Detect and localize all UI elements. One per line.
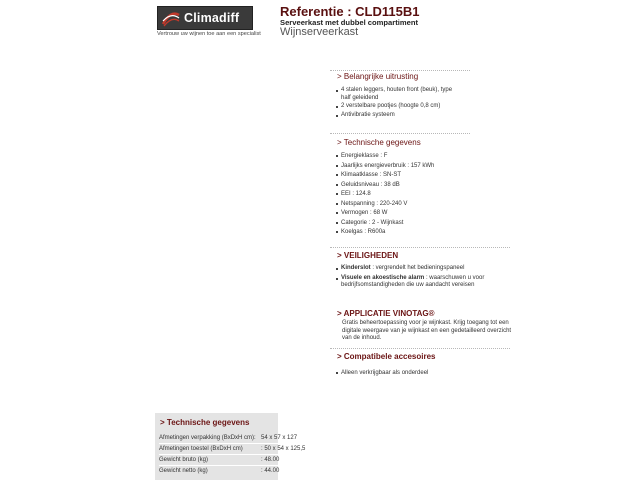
list-item: Antivibratie systeem <box>336 112 461 120</box>
spec-value: : 48.00 <box>259 455 305 466</box>
spec-value: : 44.00 <box>259 466 305 477</box>
list-item: Koelgas : R600a <box>336 228 496 238</box>
table-row <box>159 455 305 466</box>
brand-tagline: Vertrouw uw wijnen toe aan een specialist <box>157 31 261 37</box>
list-item: 2 verstelbare pootjes (hoogte 0,8 cm) <box>336 103 461 111</box>
spec-key: Afmetingen verpakking (BxDxH cm): <box>159 435 256 441</box>
reference-title: Referentie : CLD115B1 <box>280 4 420 19</box>
technical-heading: > Technische gegevens <box>337 138 421 147</box>
side-specs-table <box>159 433 305 476</box>
climadiff-logo-icon <box>160 7 182 29</box>
section-separator <box>330 348 510 349</box>
table-row <box>159 433 305 444</box>
list-item: Klimaatklasse : SN-ST <box>336 171 496 181</box>
equipment-heading: > Belangrijke uitrusting <box>337 72 419 81</box>
spec-key: Gewicht netto (kg) <box>159 466 259 477</box>
vinotag-heading: > APPLICATIE VINOTAG® <box>337 309 435 318</box>
spec-key: Afmetingen toestel (BxDxH cm) <box>159 444 259 455</box>
side-specs-heading: > Technische gegevens <box>160 418 250 427</box>
spec-value: 54 x 57 x 127 <box>261 435 298 441</box>
technical-list <box>336 152 496 238</box>
safety-text: : waarschuwen u voor bedrijfsomstandigheden die uw aandacht vereisen <box>341 274 485 288</box>
list-item <box>336 265 504 273</box>
safety-text: : vergrendelt het bedieningspaneel <box>372 265 465 271</box>
section-separator <box>330 70 470 71</box>
reference-type: Wijnserveerkast <box>280 26 359 38</box>
list-item: Jaarlijks energieverbruik : 157 kWh <box>336 162 496 172</box>
reference-subtitle: Serveerkast met dubbel compartiment <box>280 18 419 27</box>
list-item: Categorie : 2 - Wijnkast <box>336 219 496 229</box>
safety-label: Kinderslot <box>341 265 371 271</box>
list-item: Energieklasse : F <box>336 152 496 162</box>
safety-label: Visuele en akoestische alarm <box>341 274 425 281</box>
equipment-list <box>336 87 461 119</box>
section-separator <box>330 133 470 134</box>
brand-name: Climadiff <box>184 11 240 25</box>
list-item: Vermogen : 68 W <box>336 209 496 219</box>
list-item: Alleen verkrijgbaar als onderdeel <box>336 369 496 379</box>
safety-list <box>336 265 504 290</box>
table-row <box>159 466 305 477</box>
accessories-list <box>336 369 496 379</box>
accessories-heading: > Compatibele accesoires <box>337 352 436 361</box>
spec-key: Gewicht bruto (kg) <box>159 455 259 466</box>
list-item: Geluidsniveau : 38 dB <box>336 181 496 191</box>
list-item: 4 stalen leggers, houten front (beuk), type half geleidend <box>336 87 461 102</box>
brand-logo <box>157 6 253 30</box>
list-item <box>336 275 504 290</box>
list-item: Netspanning : 220-240 V <box>336 200 496 210</box>
spec-value: : 50 x 54 x 125,5 <box>259 444 305 455</box>
section-separator <box>330 247 510 248</box>
table-row <box>159 444 305 455</box>
list-item: EEI : 124.8 <box>336 190 496 200</box>
vinotag-description: Gratis beheertoepassing voor je wijnkast. Krijg toegang tot een digitale weergave van je wijnkast en een gedetailleerd overzicht van de inhoud. <box>342 320 512 341</box>
safety-heading: > VEILIGHEDEN <box>337 251 399 260</box>
